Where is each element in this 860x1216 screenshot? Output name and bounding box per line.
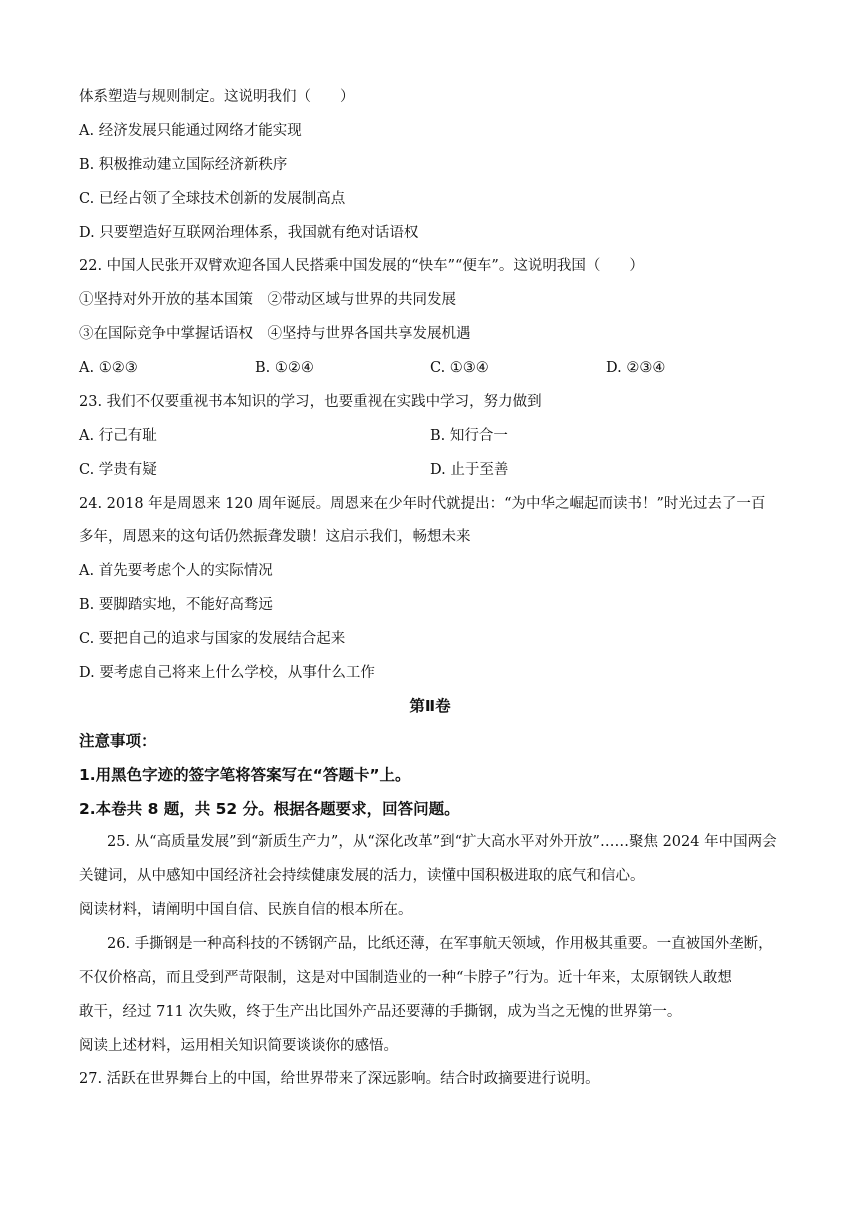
notice-item-1: 1.用黑色字迹的签字笔将答案写在“答题卡”上。	[79, 766, 411, 784]
q22-statements-1: ①坚持对外开放的基本国策 ②带动区域与世界的共同发展	[79, 292, 456, 308]
q21-option-a: A. 经济发展只能通过网络才能实现	[79, 123, 302, 139]
q22-option-d: D. ②③④	[606, 360, 666, 376]
question-26-line2: 不仅价格高，而且受到严苛限制，这是对中国制造业的一种“卡脖子”行为。近十年来，太原钢铁人敢想	[79, 970, 732, 986]
q22-option-c: C. ①③④	[430, 360, 489, 376]
question-24-stem-line2: 多年，周恩来的这句话仍然振聋发聩！这启示我们，畅想未来	[79, 529, 471, 545]
q21-option-d: D. 只要塑造好互联网治理体系，我国就有绝对话语权	[79, 225, 419, 241]
question-21-stem-end: 体系塑造与规则制定。这说明我们（ ）	[79, 89, 355, 105]
question-26-line1: 26. 手撕钢是一种高科技的不锈钢产品，比纸还薄，在军事航天领域，作用极其重要。一直被国外垄断，	[107, 936, 773, 952]
q22-option-b: B. ①②④	[255, 360, 314, 376]
q21-option-c: C. 已经占领了全球技术创新的发展制高点	[79, 191, 346, 207]
question-23-stem: 23. 我们不仅要重视书本知识的学习，也要重视在实践中学习，努力做到	[79, 394, 542, 410]
question-27-stem: 27. 活跃在世界舞台上的中国，给世界带来了深远影响。结合时政摘要进行说明。	[79, 1071, 600, 1087]
question-25-line3: 阅读材料，请阐明中国自信、民族自信的根本所在。	[79, 902, 413, 918]
q24-option-c: C. 要把自己的追求与国家的发展结合起来	[79, 631, 346, 647]
section-title: 第Ⅱ卷	[409, 697, 451, 715]
question-26-line4: 阅读上述材料，运用相关知识简要谈谈你的感悟。	[79, 1038, 398, 1054]
question-24-stem-line1: 24. 2018 年是周恩来 120 周年诞辰。周恩来在少年时代就提出：“为中华之崛起而读书！”时光过去了一百	[79, 496, 766, 512]
notice-heading: 注意事项：	[79, 732, 157, 750]
q23-option-c: C. 学贵有疑	[79, 462, 157, 478]
question-25-line2: 关键词，从中感知中国经济社会持续健康发展的活力，读懂中国积极进取的底气和信心。	[79, 868, 645, 884]
q24-option-d: D. 要考虑自己将来上什么学校，从事什么工作	[79, 665, 375, 681]
q22-statements-2: ③在国际竞争中掌握话语权 ④坚持与世界各国共享发展机遇	[79, 326, 471, 342]
q23-option-a: A. 行己有耻	[79, 428, 157, 444]
notice-item-2: 2.本卷共 8 题，共 52 分。根据各题要求，回答问题。	[79, 800, 460, 818]
question-25-line1: 25. 从“高质量发展”到“新质生产力”，从“深化改革”到“扩大高水平对外开放”……聚焦 2024 年中国两会	[107, 834, 777, 850]
question-26-line3: 敢干，经过 711 次失败，终于生产出比国外产品还要薄的手撕钢，成为当之无愧的世界第一。	[79, 1004, 682, 1020]
question-22-stem: 22. 中国人民张开双臂欢迎各国人民搭乘中国发展的“快车”“便车”。这说明我国（ ）	[79, 258, 644, 274]
q23-option-b: B. 知行合一	[430, 428, 508, 444]
q22-option-a: A. ①②③	[79, 360, 138, 376]
q23-option-d: D. 止于至善	[430, 462, 509, 478]
q24-option-b: B. 要脚踏实地，不能好高骛远	[79, 597, 273, 613]
q24-option-a: A. 首先要考虑个人的实际情况	[79, 563, 273, 579]
q21-option-b: B. 积极推动建立国际经济新秩序	[79, 157, 288, 173]
